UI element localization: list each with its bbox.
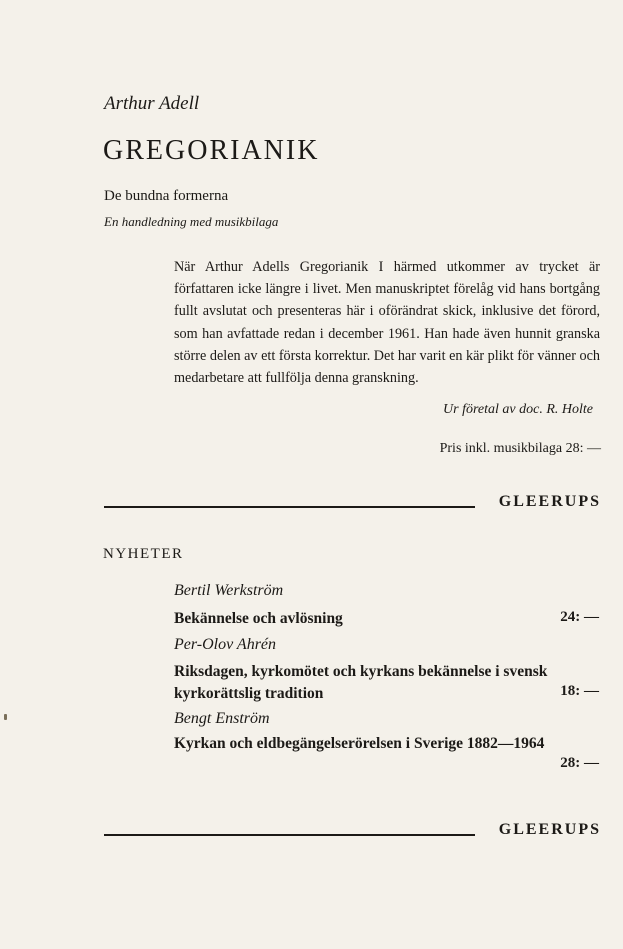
book-item-price: 28: — — [560, 755, 599, 771]
author-name: Arthur Adell — [104, 93, 200, 114]
book-item-title: Kyrkan och eldbegängelserörelsen i Sverige 1882—1964 — [174, 735, 545, 752]
book-author: Per-Olov Ahrén — [174, 636, 277, 653]
book-subsubtitle: En handledning med musikbilaga — [104, 214, 279, 229]
book-item-price: 24: — — [560, 609, 599, 625]
margin-speck — [4, 714, 7, 720]
book-item-price: 18: — — [560, 683, 599, 699]
book-author: Bengt Enström — [174, 710, 270, 727]
book-item-title: Bekännelse och avlösning — [174, 610, 343, 627]
book-title: GREGORIANIK — [103, 135, 320, 166]
publisher-name: GLEERUPS — [498, 493, 601, 510]
news-heading: NYHETER — [103, 546, 184, 562]
book-price: Pris inkl. musikbilaga 28: — — [439, 441, 601, 456]
book-author: Bertil Werkström — [174, 582, 284, 599]
quote-attribution: Ur företal av doc. R. Holte — [443, 402, 593, 417]
book-item-title: Riksdagen, kyrkomötet och kyrkans bekännelse i svensk — [174, 663, 548, 680]
book-subtitle: De bundna formerna — [104, 188, 229, 204]
divider-rule — [104, 834, 475, 836]
divider-rule — [104, 506, 475, 508]
book-description: När Arthur Adells Gregorianik I härmed utkommer av trycket är författaren icke längre i livet. Men manuskriptet förelåg vid hans bortgång fullt avslutat och presenteras här i oförändrat skick, inklusive det förord, som han avfattade redan i december 1961. Han hade även hunnit granska större delen av ett första korrektur. Det har varit en kär plikt för vänner och medarbetare att fullfölja denna granskning. — [174, 259, 600, 387]
publisher-name: GLEERUPS — [498, 821, 601, 838]
book-item-title-cont: kyrkorättslig tradition — [174, 685, 324, 702]
